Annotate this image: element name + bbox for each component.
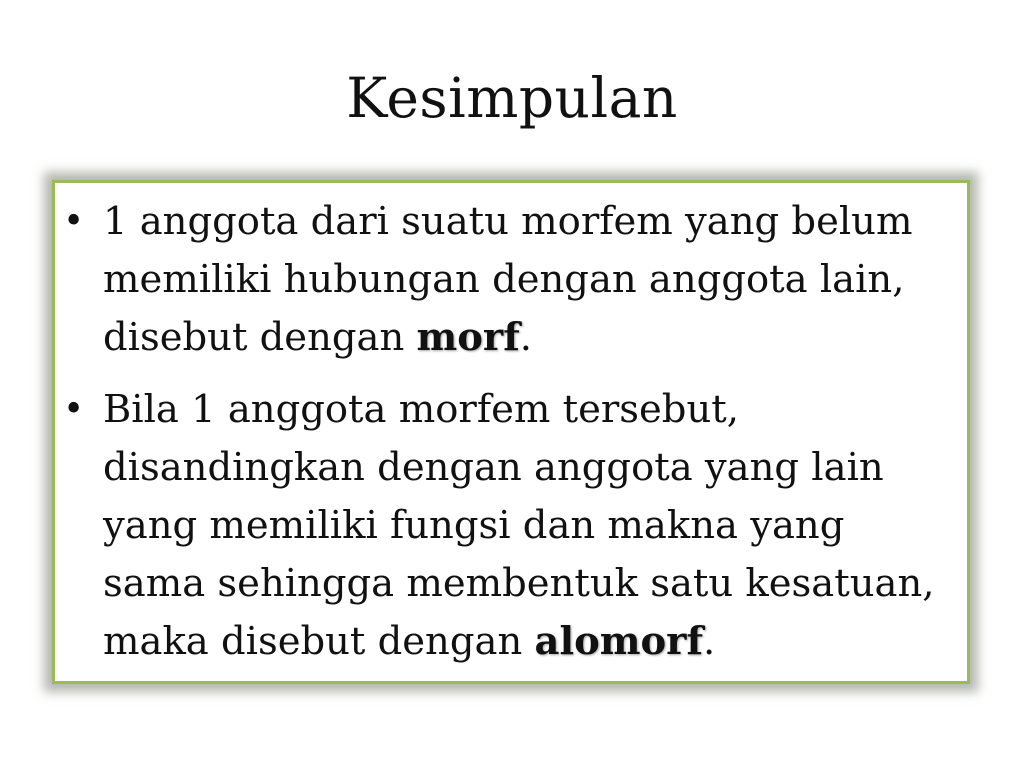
bullet-item-alomorf — [63, 381, 953, 671]
bullet-icon: • — [63, 201, 85, 242]
bullet-end: . — [703, 619, 716, 664]
bullet-text: Bila 1 anggota morfem tersebut, disandingkan dengan anggota yang lain yang memiliki fungsi dan makna yang sama sehingga membentuk satu kesatuan, maka disebut dengan — [103, 387, 935, 664]
term-morf: morf — [416, 315, 520, 360]
bullet-text: 1 anggota dari suatu morfem yang belum memiliki hubungan dengan anggota lain, disebut dengan — [103, 199, 913, 360]
slide-title: Kesimpulan — [346, 66, 678, 130]
bullet-icon: • — [63, 389, 85, 430]
bullet-list — [55, 183, 967, 671]
bullet-end: . — [519, 315, 533, 360]
content-box — [52, 180, 970, 684]
term-alomorf: alomorf — [534, 619, 704, 664]
bullet-item-morf — [63, 193, 953, 367]
